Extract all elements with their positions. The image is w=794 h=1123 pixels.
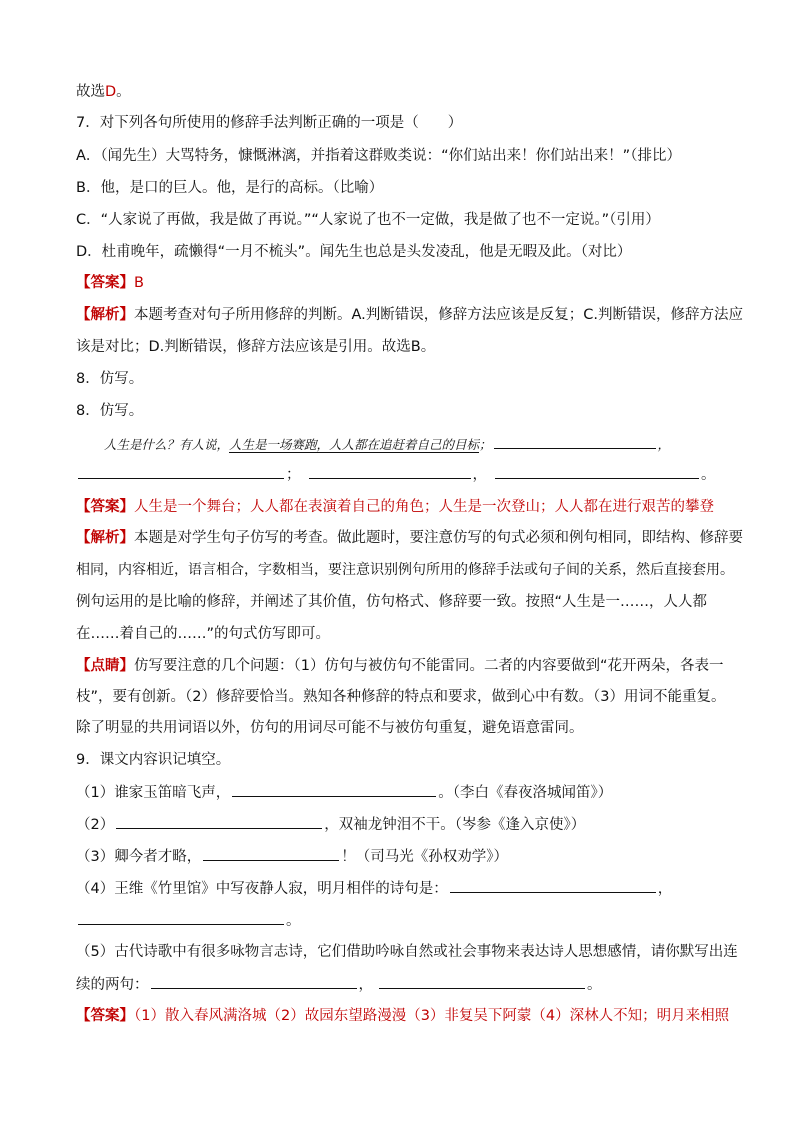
q9-answer (76, 1006, 736, 1026)
q7-explanation-line-1 (76, 305, 744, 325)
answer-text: B (134, 275, 144, 291)
q8-blank-4[interactable] (495, 464, 699, 479)
example-underlined: 人生是一场赛跑，人人都在追赶着自己的目标 (229, 437, 480, 452)
answer-text: 人生是一个舞台；人人都在表演着自己的角色；人生是一次登山；人人都在进行艰苦的攀登 (134, 499, 714, 515)
item-text: （4）王维《竹里馆》中写夜静人寂，明月相伴的诗句是： (76, 881, 448, 897)
explanation-text: 本题是对学生句子仿写的考查。做此题时，要注意仿写的句式必须和例句相同，即结构、修辞要 (134, 530, 743, 546)
answer-letter: D (105, 84, 117, 100)
q8-title-repeat: 8．仿写。 (76, 403, 144, 419)
item-text: （3）卿今者才略， (76, 849, 202, 865)
q9-item-2 (76, 814, 736, 835)
q7-answer (76, 273, 736, 293)
q7-option-b: B．他，是口的巨人。他，是行的高标。（比喻） (76, 180, 384, 196)
q8-blank-1[interactable] (494, 434, 656, 449)
item-source: 。（李白《春夜洛城闻笛》） (438, 785, 613, 801)
q8-tip-line-2: 枝”，要有创新。（2）修辞要恰当。熟知各种修辞的特点和要求，做到心中有数。（3）用词不能重复。 (76, 689, 726, 705)
q8-blank-row (76, 464, 736, 485)
tip-text: 仿写要注意的几个问题：（1）仿句与被仿句不能雷同。二者的内容要做到“花开两朵，各表一 (134, 658, 724, 674)
example-lead: 人生是什么？有人说， (104, 437, 230, 452)
explanation-tag: 【解析】 (76, 530, 134, 546)
end-mark: 。 (587, 977, 602, 993)
text: 故选 (76, 84, 105, 100)
q8-blank-2[interactable] (78, 464, 284, 479)
q9-blank-4b[interactable] (78, 910, 284, 925)
q9-item-5: （5）古代诗歌中有很多咏物言志诗，它们借助吟咏自然或社会事物来表达诗人思想感情，请你默写出连 (76, 944, 738, 960)
q9-blank-2[interactable] (116, 814, 322, 829)
q8-answer (76, 497, 736, 517)
q8-example-sentence (104, 434, 670, 454)
q9-item-1 (76, 782, 736, 803)
q8-explanation-line-4: 在……着自己的……”的句式仿写即可。 (76, 626, 331, 642)
sep: ， (657, 881, 673, 897)
text: 。 (116, 84, 131, 100)
answer-tag: 【答案】 (76, 275, 134, 291)
item-text: 续的两句： (76, 977, 149, 993)
q7-stem: 7．对下列各句所使用的修辞手法判断正确的一项是（ ） (76, 115, 463, 131)
q9-blank-1[interactable] (232, 782, 436, 797)
q8-explanation-line-1 (76, 528, 743, 548)
q6-conclusion (76, 82, 736, 102)
q8-blank-3[interactable] (309, 464, 471, 479)
q9-item-4 (76, 878, 736, 899)
example-comma: ， (657, 437, 671, 452)
q7-explanation-line-2: 该是对比；D.判断错误，修辞方法应该是引用。故选B。 (76, 339, 436, 355)
q7-option-a: A．（闻先生）大骂特务，慷慨淋漓，并指着这群败类说：“你们站出来！你们站出来！”（排比） (76, 148, 681, 164)
sep: ， (358, 977, 373, 993)
q8-tip-line-3: 除了明显的共用词语以外，仿句的用词尽可能不与被仿句重复，避免语意雷同。 (76, 720, 584, 736)
q9-item-4-continued (76, 910, 736, 931)
q9-blank-5b[interactable] (379, 974, 585, 989)
tip-tag: 【点睛】 (76, 658, 134, 674)
answer-tag: 【答案】 (76, 1008, 134, 1024)
q7-option-c: C．“人家说了再做，我是做了再说。”“人家说了也不一定做，我是做了也不一定说。”（引用） (76, 212, 660, 228)
q9-title: 9．课文内容识记填空。 (76, 752, 231, 768)
item-text: （1）谁家玉笛暗飞声， (76, 785, 231, 801)
q8-title: 8．仿写。 (76, 371, 144, 387)
explanation-text: 本题考查对句子所用修辞的判断。A.判断错误，修辞方法应该是反复；C.判断错误，修辞方法应 (134, 307, 744, 323)
item-text: ，双袖龙钟泪不干。（岑参《逢入京使》） (324, 817, 586, 833)
answer-text: （1）散入春风满洛城（2）故园东望路漫漫（3）非复吴下阿蒙（4）深林人不知；明月来相照 (134, 1008, 730, 1024)
q9-item-3 (76, 846, 736, 867)
q9-blank-5a[interactable] (151, 974, 357, 989)
end-mark: 。 (286, 913, 301, 929)
sep: ， (472, 467, 487, 483)
q9-blank-3[interactable] (203, 846, 339, 861)
end-mark: 。 (701, 467, 716, 483)
q9-item-5-continued (76, 974, 736, 995)
q8-tip-line-1 (76, 656, 736, 676)
q7-option-d: D．杜甫晚年，疏懒得“一月不梳头”。闻先生也总是头发凌乱，他是无暇及此。（对比） (76, 244, 632, 260)
item-number: （2） (76, 817, 115, 833)
explanation-tag: 【解析】 (76, 307, 134, 323)
q8-explanation-line-2: 相同，内容相近，语言相合，字数相当，要注意识别例句所用的修辞手法或句子间的关系，然后直接套用。 (76, 562, 734, 578)
q9-blank-4a[interactable] (450, 878, 656, 893)
answer-tag: 【答案】 (76, 499, 134, 515)
q8-explanation-line-3: 例句运用的是比喻的修辞，并阐述了其价值，仿句格式、修辞要一致。按照“人生是一……，人人都 (76, 594, 708, 610)
example-sep: ； (479, 437, 492, 452)
sep: ； (286, 467, 301, 483)
item-source: ！（司马光《孙权劝学》） (341, 849, 508, 865)
